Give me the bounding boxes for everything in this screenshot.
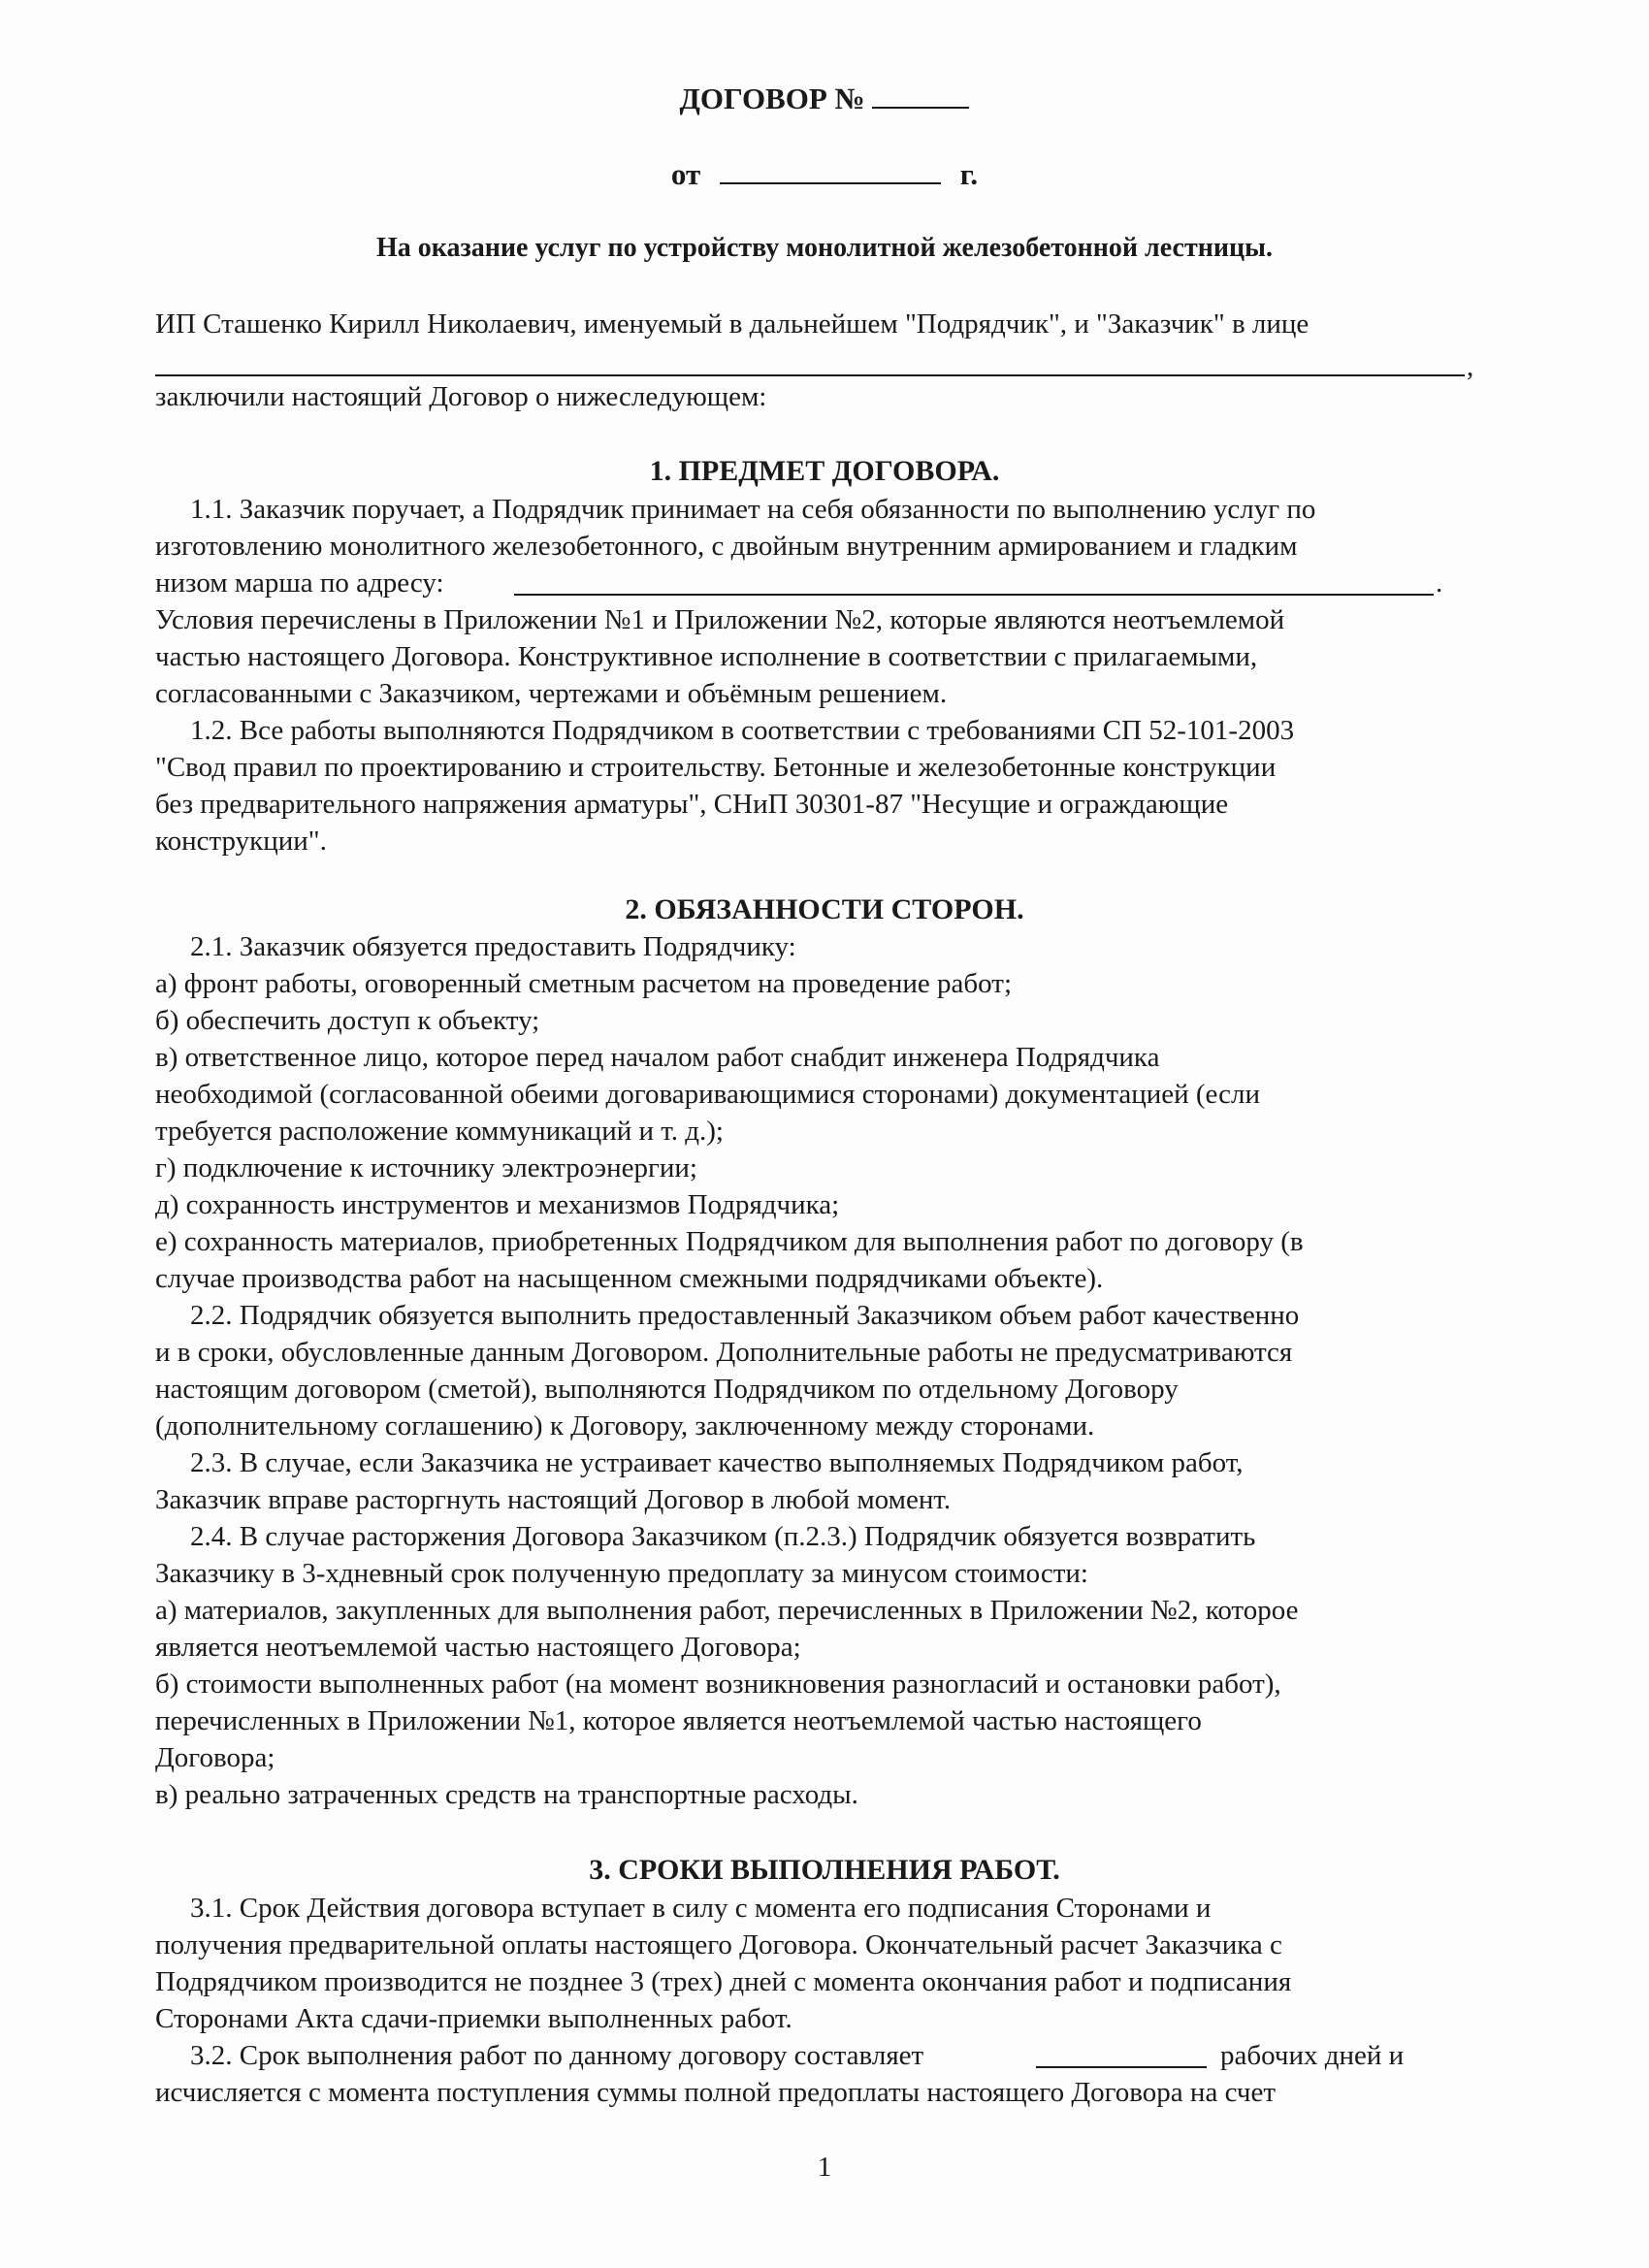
s2-line-3: б) обеспечить доступ к объекту; [155, 1005, 540, 1036]
section-2-heading: 2. ОБЯЗАННОСТИ СТОРОН. [625, 893, 1024, 925]
intro-line-2-end: , [1467, 351, 1474, 382]
section-3-heading: 3. СРОКИ ВЫПОЛНЕНИЯ РАБОТ. [589, 1854, 1060, 1886]
s2-line-12: и в сроки, обусловленные данным Договором. Дополнительные работы не предусматриваются [155, 1337, 1293, 1368]
s2-line-22: перечисленных в Приложении №1, которое является неотъемлемой частью настоящего [155, 1705, 1202, 1736]
s2-line-21: б) стоимости выполненных работ (на момент возникновения разногласий и остановки работ), [155, 1669, 1281, 1700]
s3-line-6: исчисляется с момента поступления суммы полной предоплаты настоящего Договора на счет [155, 2077, 1276, 2108]
s2-line-14: (дополнительному соглашению) к Договору, заключенному между сторонами. [155, 1410, 1095, 1442]
contract-subject: На оказание услуг по устройству монолитной железобетонной лестницы. [376, 233, 1273, 263]
s1-line-9: без предварительного напряжения арматуры", СНиП 30301-87 "Несущие и ограждающие [155, 789, 1229, 820]
page-number: 1 [817, 2152, 832, 2183]
s2-line-2: а) фронт работы, оговоренный сметным расчетом на проведение работ; [155, 968, 1013, 999]
contract-date [0, 157, 1649, 192]
s2-line-1: 2.1. Заказчик обязуется предоставить Подрядчику: [190, 931, 796, 962]
s1-line-4: Условия перечислены в Приложении №1 и Приложении №2, которые являются неотъемлемой [155, 604, 1285, 635]
s1-line-7: 1.2. Все работы выполняются Подрядчиком в соответствии с требованиями СП 52-101-2003 [190, 715, 1295, 746]
address-end: . [1436, 567, 1443, 599]
s3-line-2: получения предварительной оплаты настоящего Договора. Окончательный расчет Заказчика с [155, 1929, 1282, 1960]
s3-line-4: Сторонами Акта сдачи-приемки выполненных работ. [155, 2003, 792, 2034]
intro-line-1: ИП Сташенко Кирилл Николаевич, именуемый в дальнейшем "Подрядчик", и "Заказчик" в лице [155, 308, 1310, 340]
section-1-heading: 1. ПРЕДМЕТ ДОГОВОРА. [649, 455, 1000, 487]
s1-line-8: "Свод правил по проектированию и строительству. Бетонные и железобетонные конструкции [155, 752, 1277, 783]
s2-line-9: е) сохранность материалов, приобретенных Подрядчиком для выполнения работ по договору (в [155, 1226, 1304, 1257]
s3-line-3: Подрядчиком производится не позднее 3 (трех) дней с момента окончания работ и подписания [155, 1966, 1292, 1997]
date-prefix: от [670, 157, 701, 191]
s2-line-5: необходимой (согласованной обеими договаривающимися сторонами) документацией (если [155, 1079, 1261, 1110]
s3-line-1: 3.1. Срок Действия договора вступает в силу с момента его подписания Сторонами и [190, 1893, 1212, 1924]
s2-line-4: в) ответственное лицо, которое перед началом работ снабдит инженера Подрядчика [155, 1042, 1160, 1073]
s1-line-6: согласованными с Заказчиком, чертежами и объёмным решением. [155, 678, 948, 709]
s1-line-2: изготовлению монолитного железобетонного, с двойным внутренним армированием и гладким [155, 531, 1298, 562]
contract-title-text: ДОГОВОР № [679, 81, 865, 115]
s1-line-5: частью настоящего Договора. Конструктивное исполнение в соответствии с прилагаемыми, [155, 641, 1258, 672]
contract-title [0, 81, 1649, 116]
contract-number-blank [872, 83, 969, 109]
s2-line-7: г) подключение к источнику электроэнергии; [155, 1152, 697, 1183]
intro-representative-blank [155, 374, 1465, 376]
s2-line-8: д) сохранность инструментов и механизмов Подрядчика; [155, 1189, 840, 1220]
s2-line-13: настоящим договором (сметой), выполняются Подрядчиком по отдельному Договору [155, 1374, 1179, 1405]
s2-line-6: требуется расположение коммуникаций и т. д.); [155, 1116, 724, 1147]
s2-line-11: 2.2. Подрядчик обязуется выполнить предоставленный Заказчиком объем работ качественно [190, 1300, 1300, 1331]
date-suffix: г. [959, 157, 979, 191]
date-blank [720, 159, 941, 184]
s2-line-17: 2.4. В случае расторжения Договора Заказчиком (п.2.3.) Подрядчик обязуется возвратить [190, 1521, 1256, 1552]
s1-line-3: низом марша по адресу: [155, 567, 444, 599]
s1-line-10: конструкции". [155, 826, 327, 857]
intro-line-3: заключили настоящий Договор о нижеследующем: [155, 381, 767, 412]
s2-line-19: а) материалов, закупленных для выполнения работ, перечисленных в Приложении №2, которое [155, 1595, 1299, 1626]
s2-line-20: является неотъемлемой частью настоящего Договора; [155, 1632, 801, 1663]
s3-line-5: 3.2. Срок выполнения работ по данному договору составляет [190, 2040, 924, 2071]
work-days-blank [1036, 2066, 1207, 2068]
s2-line-18: Заказчику в 3-хдневный срок полученную предоплату за минусом стоимости: [155, 1558, 1088, 1589]
s1-line-1: 1.1. Заказчик поручает, а Подрядчик принимает на себя обязанности по выполнению услуг по [190, 494, 1316, 525]
s2-line-10: случае производства работ на насыщенном смежными подрядчиками объекте). [155, 1263, 1104, 1294]
address-blank [514, 594, 1434, 596]
s2-line-16: Заказчик вправе расторгнуть настоящий Договор в любой момент. [155, 1484, 952, 1515]
s2-line-23: Договора; [155, 1742, 275, 1773]
s2-line-15: 2.3. В случае, если Заказчика не устраивает качество выполняемых Подрядчиком работ, [190, 1447, 1244, 1478]
s2-line-24: в) реально затраченных средств на транспортные расходы. [155, 1779, 858, 1810]
s3-line-5-end: рабочих дней и [1220, 2040, 1405, 2071]
